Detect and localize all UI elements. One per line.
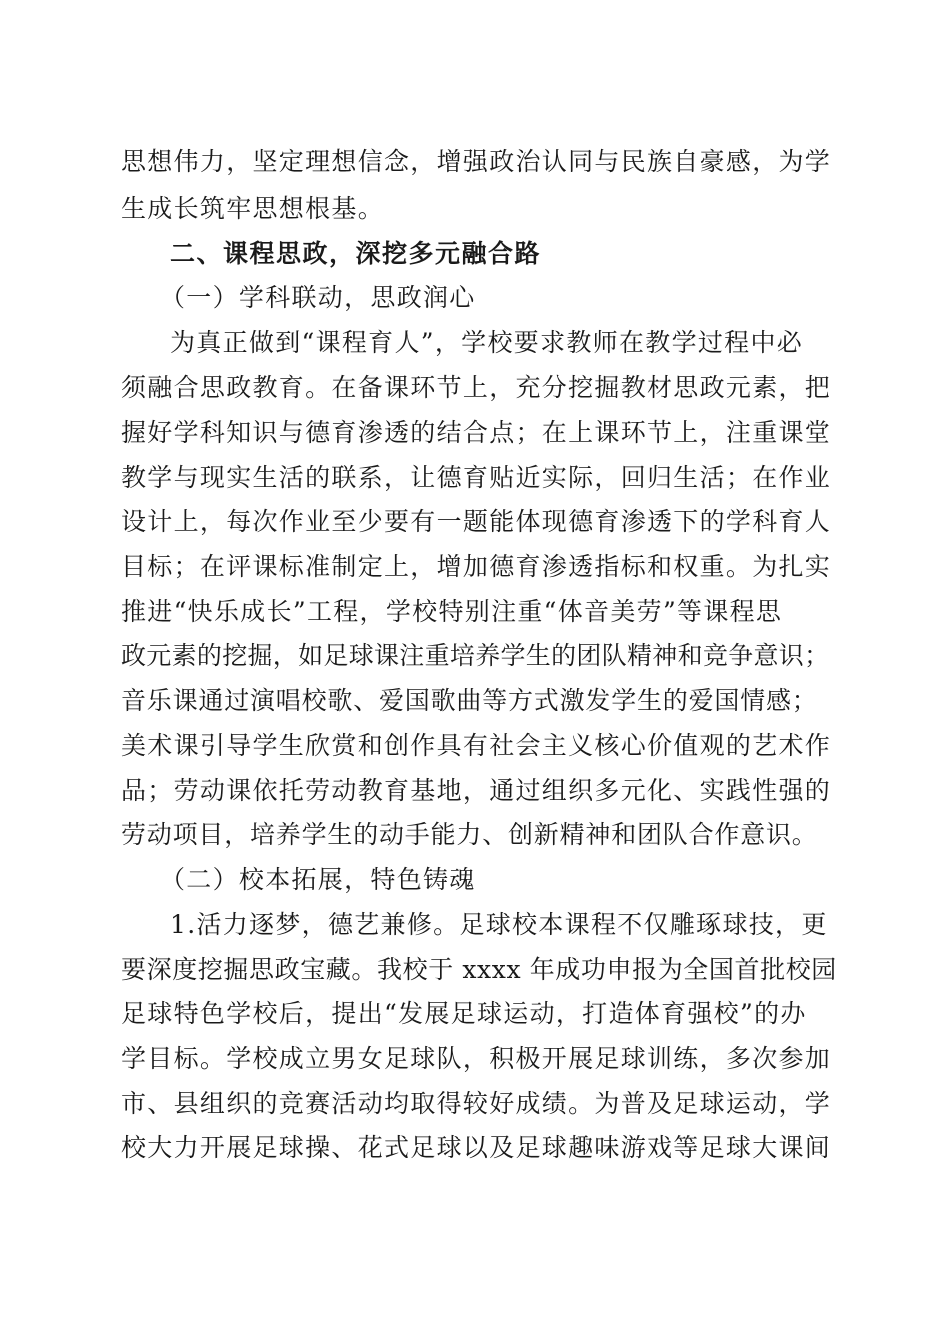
subsection-heading: （一）学科联动，思政润心 bbox=[160, 283, 476, 312]
paragraph-line: 思想伟力，坚定理想信念，增强政治认同与民族自豪感，为学 bbox=[121, 147, 832, 176]
paragraph-line: 美术课引导学生欣赏和创作具有社会主义核心价值观的艺术作 bbox=[121, 731, 832, 760]
paragraph-line: 握好学科知识与德育渗透的结合点；在上课环节上，注重课堂 bbox=[121, 418, 832, 447]
paragraph-line: 政元素的挖掘，如足球课注重培养学生的团队精神和竞争意识； bbox=[121, 641, 830, 670]
subsection-heading: （二）校本拓展，特色铸魂 bbox=[160, 865, 476, 894]
paragraph-line: 教学与现实生活的联系，让德育贴近实际，回归生活；在作业 bbox=[121, 463, 832, 492]
paragraph-line: 品；劳动课依托劳动教育基地，通过组织多元化、实践性强的 bbox=[121, 776, 832, 805]
paragraph-line: 1.活力逐梦，德艺兼修。足球校本课程不仅雕琢球技，更 bbox=[170, 910, 828, 939]
paragraph-line: 目标；在评课标准制定上，增加德育渗透指标和权重。为扎实 bbox=[121, 552, 832, 581]
paragraph-line: 学目标。学校成立男女足球队，积极开展足球训练，多次参加 bbox=[121, 1044, 832, 1073]
paragraph-line: 市、县组织的竞赛活动均取得较好成绩。为普及足球运动，学 bbox=[121, 1089, 832, 1118]
paragraph-line: 生成长筑牢思想根基。 bbox=[121, 194, 385, 223]
paragraph-line: 设计上，每次作业至少要有一题能体现德育渗透下的学科育人 bbox=[121, 507, 832, 536]
paragraph-line: 足球特色学校后，提出“发展足球运动，打造体育强校”的办 bbox=[121, 999, 807, 1028]
section-heading: 二、课程思政，深挖多元融合路 bbox=[170, 239, 542, 268]
paragraph-line: 校大力开展足球操、花式足球以及足球趣味游戏等足球大课间 bbox=[121, 1133, 832, 1162]
paragraph-line: 为真正做到“课程育人”，学校要求教师在教学过程中必 bbox=[170, 328, 804, 357]
paragraph-line: 须融合思政教育。在备课环节上，充分挖掘教材思政元素，把 bbox=[121, 373, 832, 402]
paragraph-line: 要深度挖掘思政宝藏。我校于 xxxx 年成功申报为全国首批校园 bbox=[121, 955, 837, 984]
paragraph-line: 劳动项目，培养学生的动手能力、创新精神和团队合作意识。 bbox=[121, 820, 818, 849]
paragraph-line: 音乐课通过演唱校歌、爱国歌曲等方式激发学生的爱国情感； bbox=[121, 686, 818, 715]
paragraph-line: 推进“快乐成长”工程，学校特别注重“体音美劳”等课程思 bbox=[121, 597, 783, 626]
